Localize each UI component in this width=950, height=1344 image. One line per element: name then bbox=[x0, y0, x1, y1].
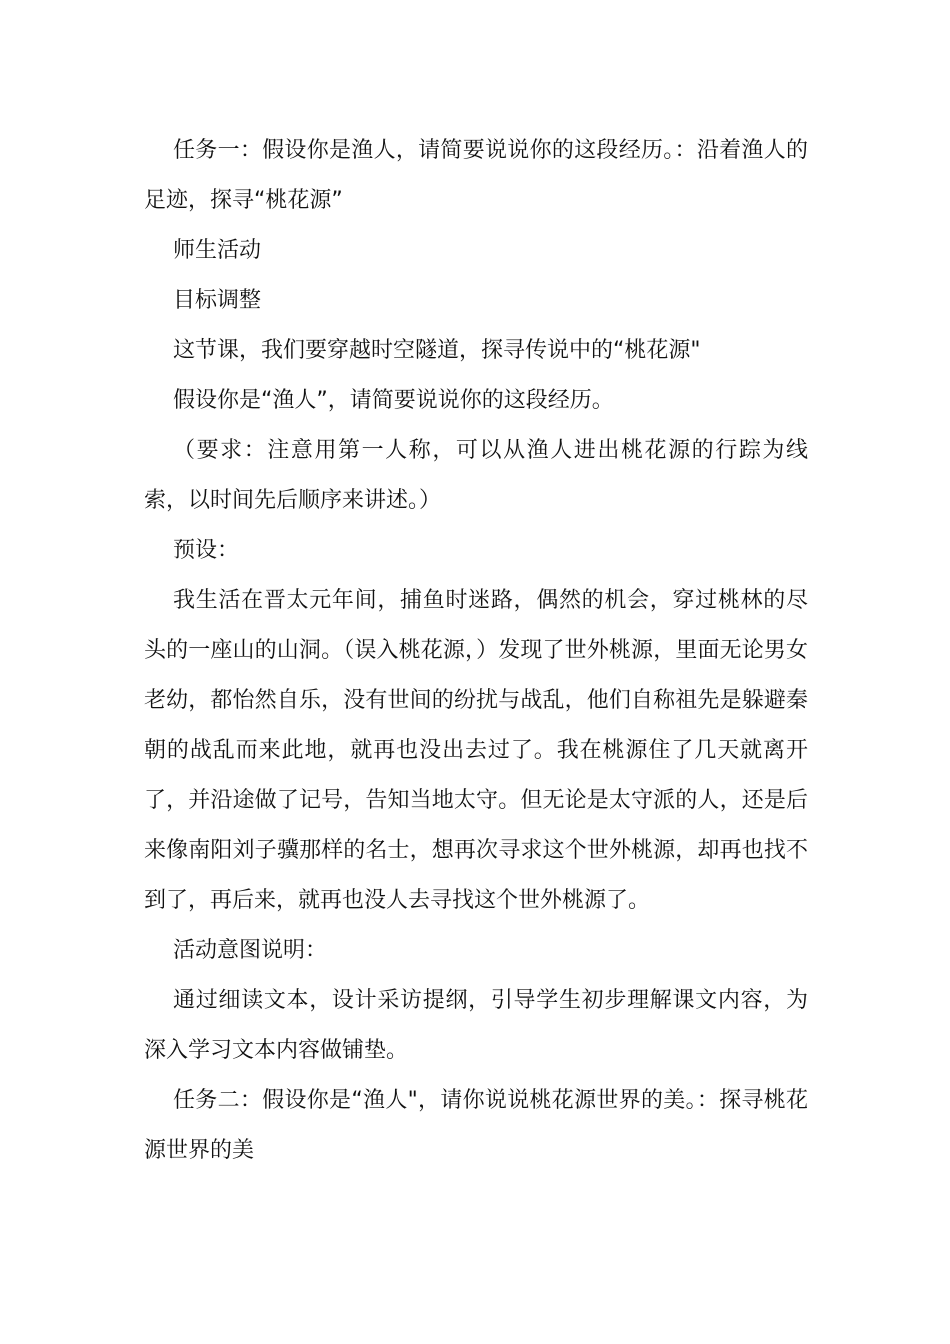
task-one-paragraph: 任务一：假设你是渔人，请简要说说你的这段经历。：沿着渔人的足迹，探寻“桃花源” bbox=[144, 138, 808, 213]
document-page bbox=[144, 126, 808, 1176]
goal-adjustment-heading: 目标调整 bbox=[173, 288, 262, 313]
preset-heading: 预设： bbox=[173, 538, 240, 563]
activity-intent-paragraph: 通过细读文本，设计采访提纲，引导学生初步理解课文内容，为深入学习文本内容做铺垫。 bbox=[144, 988, 808, 1063]
intro-paragraph: 这节课，我们要穿越时空隧道，探寻传说中的“桃花源" bbox=[173, 338, 701, 363]
teacher-student-activity-heading: 师生活动 bbox=[173, 238, 262, 263]
requirement-paragraph: （要求：注意用第一人称，可以从渔人进出桃花源的行踪为线索，以时间先后顺序来讲述。） bbox=[144, 438, 808, 513]
assumption-paragraph: 假设你是“渔人”，请简要说说你的这段经历。 bbox=[173, 388, 614, 413]
preset-narrative-paragraph: 我生活在晋太元年间，捕鱼时迷路，偶然的机会，穿过桃林的尽头的一座山的山洞。（误入桃花源，）发现了世外桃源，里面无论男女老幼，都怡然自乐，没有世间的纷扰与战乱，他们自称祖先是躲避秦朝的战乱而来此地，就再也没出去过了。我在桃源住了几天就离开了，并沿途做了记号，告知当地太守。但无论是太守派的人，还是后来像南阳刘子骥那样的名士，想再次寻求这个世外桃源，却再也找不到了，再后来，就再也没人去寻找这个世外桃源了。 bbox=[144, 588, 808, 913]
activity-intent-heading: 活动意图说明： bbox=[173, 938, 328, 963]
task-two-paragraph: 任务二：假设你是“渔人"，请你说说桃花源世界的美。：探寻桃花源世界的美 bbox=[144, 1088, 808, 1163]
